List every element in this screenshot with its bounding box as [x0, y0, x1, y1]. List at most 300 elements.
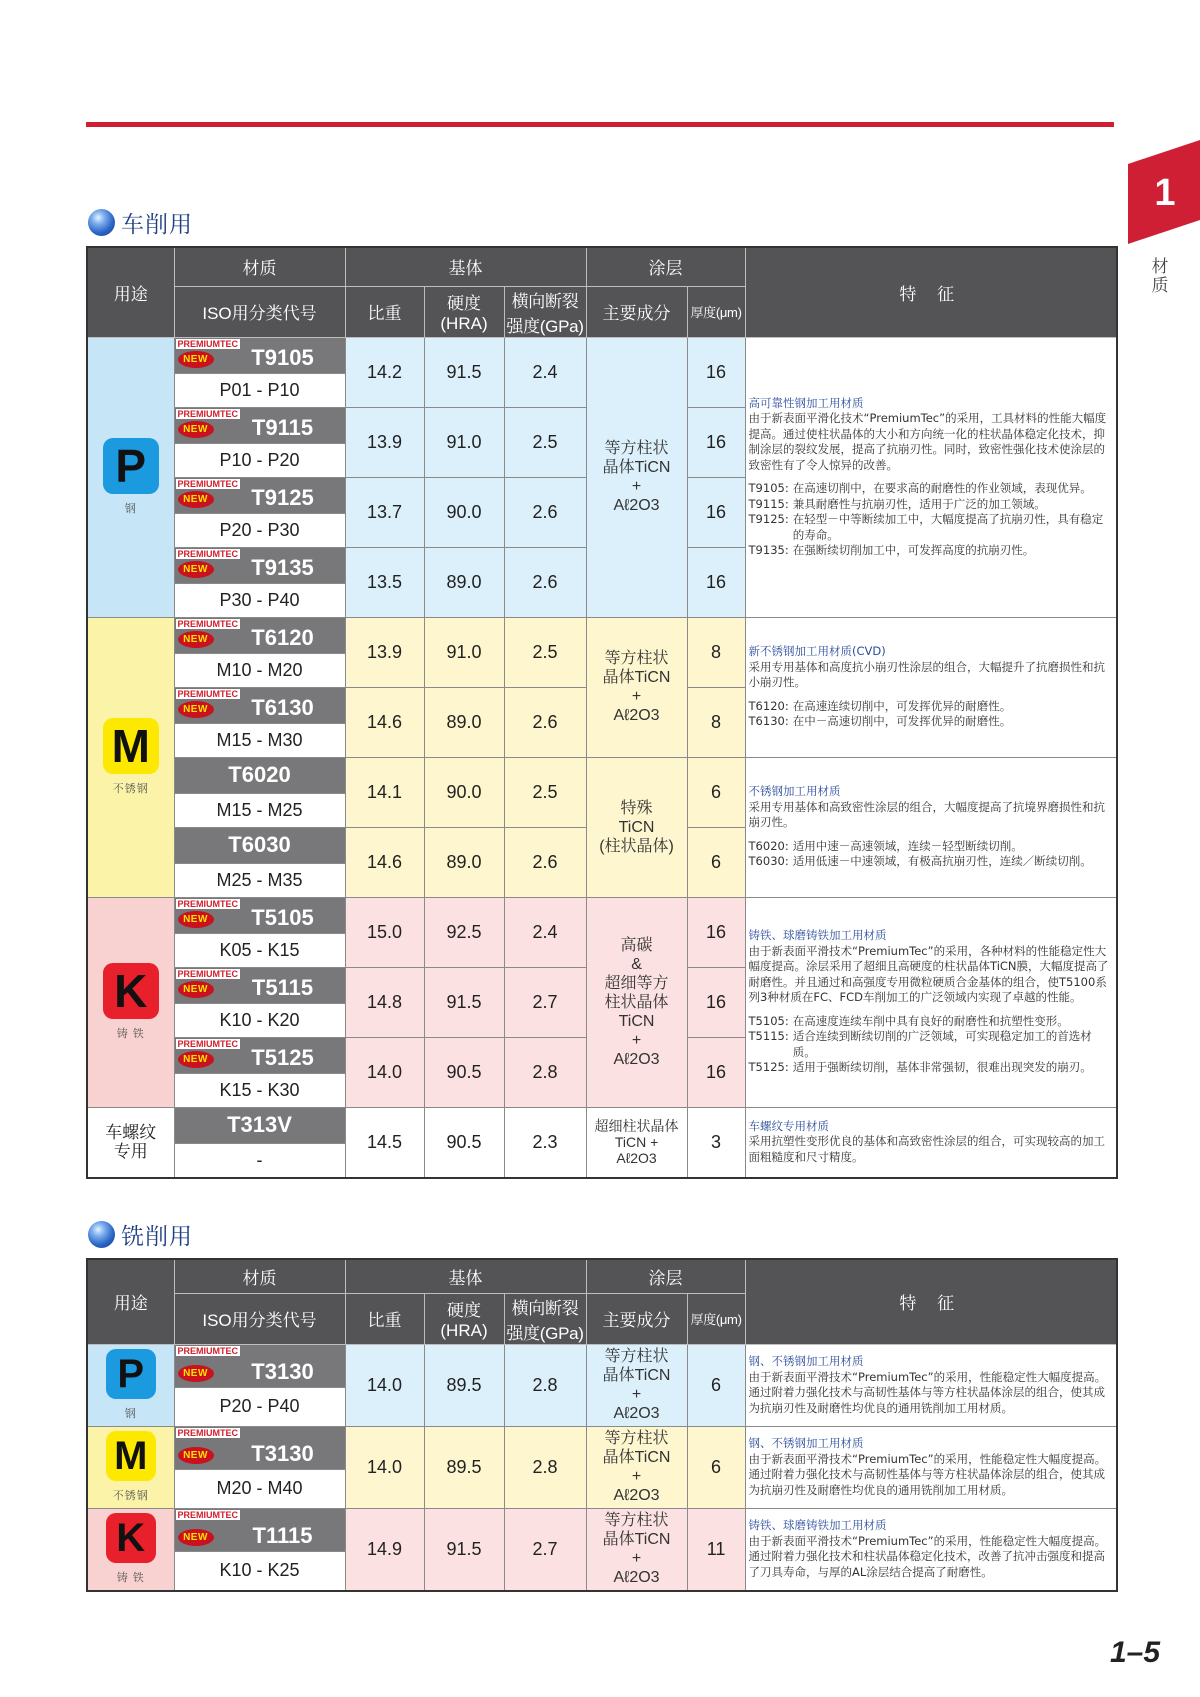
header-hardness: 硬度(HRA) — [424, 286, 504, 337]
new-badge-icon: NEW — [178, 1365, 214, 1382]
coating-composition — [586, 757, 687, 897]
features-cell — [745, 757, 1117, 897]
feature-note — [749, 714, 1113, 730]
feature-heading: 车螺纹专用材质 — [748, 1118, 830, 1133]
feature-note — [749, 1029, 1113, 1060]
page-number: 1–5 — [1110, 1636, 1161, 1669]
usage-cell-P — [87, 1344, 174, 1426]
usage-label: 钢 — [124, 1408, 137, 1420]
iso-range: M15 - M25 — [175, 794, 345, 827]
feature-body: 采用专用基体和高度抗小崩刃性涂层的组合，大幅提升了抗磨损性和抗小崩刃性。 — [748, 659, 1106, 690]
features-cell — [745, 337, 1117, 617]
table-row — [87, 1344, 1117, 1387]
hardness-value: 90.0 — [424, 477, 504, 547]
grade-name-cell — [174, 547, 345, 583]
text-line: 等方柱状 — [604, 1430, 669, 1447]
trs-value: 2.8 — [504, 1426, 586, 1508]
header-substrate: 基体 — [345, 1259, 586, 1293]
note-text: 适用低速－中速领域，有极高抗崩刃性，连续／断续切削。 — [792, 854, 1092, 869]
text-line: 等方柱状 — [604, 1348, 669, 1365]
chapter-number: 1 — [1154, 172, 1176, 214]
header-coating: 涂层 — [586, 1259, 745, 1293]
hardness-value: 89.5 — [424, 1426, 504, 1508]
iso-P-badge-icon: P — [103, 438, 159, 494]
note-text: 在中－高速切削中，可发挥优异的耐磨性。 — [792, 714, 1012, 729]
turning-table — [86, 246, 1118, 1179]
trs-value: 2.8 — [504, 1344, 586, 1426]
iso-range-cell — [174, 1143, 345, 1178]
grade-name-cell — [174, 757, 345, 793]
note-grade: T9115: — [748, 496, 789, 511]
text-line: + — [631, 1031, 642, 1049]
usage-label — [88, 1123, 174, 1161]
grade-code: T1115 — [252, 1522, 313, 1548]
text-line: Aℓ2O3 — [613, 1487, 660, 1504]
grade-name-cell — [174, 477, 345, 513]
density-value: 14.6 — [345, 827, 424, 897]
grade-code: T9115 — [251, 414, 314, 440]
text-line: 超细柱状晶体 — [594, 1118, 679, 1134]
thickness-value: 16 — [687, 547, 745, 617]
header-features: 特 征 — [745, 247, 1117, 337]
feature-note — [749, 854, 1113, 870]
trs-value: 2.5 — [504, 617, 586, 687]
feature-body: 采用专用基体和高致密性涂层的组合，大幅度提高了抗境界磨损性和抗崩刃性。 — [748, 799, 1106, 830]
iso-range-cell — [174, 513, 345, 547]
trs-value: 2.7 — [504, 1508, 586, 1591]
premiumtec-logo-icon: PREMIUMTEC — [177, 1038, 238, 1049]
trs-value: 2.6 — [504, 687, 586, 757]
grade-name-cell — [174, 1426, 345, 1469]
iso-range: K05 - K15 — [175, 934, 345, 967]
feature-heading: 钢、不锈钢加工用材质 — [748, 1436, 864, 1450]
density-value: 14.1 — [345, 757, 424, 827]
header-material: 材质 — [174, 1259, 345, 1293]
note-text: 适用于强断续切削，基体非常强韧，很难出现突发的崩刃。 — [792, 1060, 1092, 1075]
features-cell — [745, 1344, 1117, 1426]
feature-heading: 高可靠性钢加工用材质 — [748, 395, 864, 410]
text-line: Aℓ2O3 — [613, 497, 660, 514]
thickness-value: 16 — [687, 967, 745, 1037]
trs-value: 2.4 — [504, 897, 586, 967]
header-trs: 横向断裂强度(GPa) — [504, 1293, 586, 1344]
feature-body: 由于新表面平滑技术“PremiumTec”的采用，各种材料的性能稳定性大幅度提高。涂层采用了超细且高硬度的柱状晶体TiCN膜，大幅度提高了耐磨性。并且通过和高强度专用微粒硬质合金基体的组合，使T5100系列3种材质在FC、FCD车削加工的广泛领域内实现了卓越的性能。 — [748, 943, 1109, 1005]
coating-composition — [586, 1426, 687, 1508]
note-grade: T5115: — [748, 1029, 789, 1044]
text-line: 晶体TiCN — [602, 459, 671, 476]
premiumtec-logo-icon: PREMIUMTEC — [177, 548, 238, 559]
usage-label: 铸 铁 — [116, 1572, 145, 1584]
trs-value: 2.3 — [504, 1107, 586, 1178]
header-density: 比重 — [345, 1293, 424, 1344]
grade-code: T3130 — [251, 1440, 314, 1466]
section-title-turning — [88, 206, 193, 239]
hardness-value: 90.5 — [424, 1107, 504, 1178]
features-cell — [745, 897, 1117, 1107]
density-value: 13.7 — [345, 477, 424, 547]
density-value: 14.2 — [345, 337, 424, 407]
text-line: + — [631, 1468, 642, 1485]
trs-value: 2.5 — [504, 407, 586, 477]
text-line: + — [631, 1386, 642, 1403]
usage-cell-T — [87, 1107, 174, 1178]
trs-value: 2.8 — [504, 1037, 586, 1107]
hardness-value: 89.0 — [424, 547, 504, 617]
text-line: 专用 — [113, 1142, 148, 1161]
header-material: 材质 — [174, 247, 345, 286]
feature-heading: 铸铁、球磨铸铁加工用材质 — [748, 928, 887, 943]
usage-cell-P — [87, 337, 174, 617]
note-grade: T6120: — [748, 698, 789, 713]
grade-name-cell — [174, 1508, 345, 1551]
text-line: 晶体TiCN — [602, 1367, 671, 1384]
trs-value: 2.6 — [504, 547, 586, 617]
thickness-value: 16 — [687, 337, 745, 407]
new-badge-icon: NEW — [178, 701, 214, 718]
feature-note — [749, 1014, 1113, 1030]
density-value: 13.9 — [345, 407, 424, 477]
feature-body: 由于新表面平滑技术“PremiumTec”的采用，性能稳定性大幅度提高。通过附着力强化技术与高韧性基体与等方柱状晶体涂层的组合，使其成为抗崩刃性及耐磨性均优良的通用铣削加工用材质。 — [748, 1369, 1107, 1415]
new-badge-icon: NEW — [178, 561, 214, 578]
note-text: 在高速连续切削中，可发挥优异的耐磨性。 — [792, 698, 1012, 713]
grade-code: T3130 — [251, 1358, 314, 1384]
table-row — [87, 1508, 1117, 1551]
features-cell — [745, 1508, 1117, 1591]
text-line: 车螺纹 — [105, 1123, 157, 1142]
feature-note — [749, 512, 1113, 543]
iso-range-cell — [174, 1551, 345, 1591]
text-line: Aℓ2O3 — [613, 1405, 660, 1422]
grade-name-cell — [174, 1037, 345, 1073]
thickness-value: 6 — [687, 757, 745, 827]
note-text: 在强断续切削加工中，可发挥高度的抗崩刃性。 — [792, 543, 1035, 557]
header-thickness: 厚度(μm) — [687, 1293, 745, 1344]
hardness-value: 91.0 — [424, 617, 504, 687]
grade-code: T6030 — [175, 828, 345, 863]
header-iso: ISO用分类代号 — [174, 1293, 345, 1344]
premiumtec-logo-icon: PREMIUMTEC — [177, 408, 238, 419]
coating-composition — [586, 897, 687, 1107]
feature-note — [749, 497, 1113, 513]
text-line: 等方柱状 — [604, 1512, 669, 1529]
premiumtec-logo-icon: PREMIUMTEC — [177, 1509, 238, 1520]
header-hardness: 硬度(HRA) — [424, 1293, 504, 1344]
table-row — [87, 757, 1117, 793]
text-line: 晶体TiCN — [602, 1531, 671, 1548]
hardness-value: 90.0 — [424, 757, 504, 827]
iso-range-cell — [174, 1387, 345, 1426]
thickness-value: 6 — [687, 827, 745, 897]
text-line: Aℓ2O3 — [613, 1050, 660, 1068]
iso-range: P10 - P20 — [175, 444, 345, 477]
text-line: + — [631, 478, 642, 495]
new-badge-icon: NEW — [178, 1051, 214, 1068]
note-grade: T6030: — [748, 854, 789, 869]
note-grade: T6020: — [748, 838, 789, 853]
usage-cell-M — [87, 617, 174, 897]
trs-value: 2.6 — [504, 477, 586, 547]
grade-code: T5105 — [251, 904, 314, 930]
premiumtec-logo-icon: PREMIUMTEC — [177, 338, 238, 349]
new-badge-icon: NEW — [178, 1447, 214, 1464]
hardness-value: 90.5 — [424, 1037, 504, 1107]
header-usage: 用途 — [87, 1259, 174, 1344]
coating-composition — [586, 617, 687, 757]
iso-range-cell — [174, 1469, 345, 1508]
feature-heading: 新不锈钢加工用材质(CVD) — [748, 644, 886, 659]
text-line: 特殊 — [620, 799, 653, 817]
premiumtec-logo-icon: PREMIUMTEC — [177, 688, 238, 699]
text-line: 等方柱状 — [604, 440, 669, 457]
grade-name-cell — [174, 337, 345, 373]
grade-name-cell — [174, 687, 345, 723]
iso-range: M15 - M30 — [175, 724, 345, 757]
table-row — [87, 1107, 1117, 1143]
iso-range: P30 - P40 — [175, 584, 345, 617]
header-composition: 主要成分 — [586, 286, 687, 337]
new-badge-icon: NEW — [178, 911, 214, 928]
feature-note — [749, 543, 1113, 559]
grade-code: T6130 — [251, 694, 314, 720]
iso-range-cell — [174, 1003, 345, 1037]
note-text: 在高速度连续车削中具有良好的耐磨性和抗塑性变形。 — [792, 1013, 1069, 1028]
header-trs: 横向断裂强度(GPa) — [504, 286, 586, 337]
iso-range-cell — [174, 863, 345, 897]
note-grade: T9105: — [748, 481, 789, 495]
feature-body: 由于新表面平滑化技术“PremiumTec”的采用，工具材料的性能大幅度提高。通过使柱状晶体的大小和方向统一化的柱状晶体稳定化技术，抑制涂层的裂纹发展，提高了抗崩刃性。同时，致密性强化技术使涂层的致密性有了令人惊异的改善。 — [748, 411, 1107, 472]
text-line: TiCN — [618, 818, 655, 836]
table-row — [87, 1426, 1117, 1469]
new-badge-icon: NEW — [178, 1529, 214, 1546]
thickness-value: 8 — [687, 687, 745, 757]
section-title-text: 车削用 — [121, 212, 193, 238]
trs-value: 2.4 — [504, 337, 586, 407]
thickness-value: 16 — [687, 477, 745, 547]
note-grade: T5125: — [748, 1060, 789, 1075]
feature-note — [749, 839, 1113, 855]
header-coating: 涂层 — [586, 247, 745, 286]
iso-range-cell — [174, 793, 345, 827]
thickness-value: 11 — [687, 1508, 745, 1591]
grade-code: T6020 — [175, 758, 345, 793]
iso-range-cell — [174, 933, 345, 967]
iso-K-badge-icon: K — [103, 963, 159, 1019]
thickness-value: 16 — [687, 1037, 745, 1107]
new-badge-icon: NEW — [178, 351, 214, 368]
iso-range: M25 - M35 — [175, 864, 345, 897]
feature-body: 采用抗塑性变形优良的基体和高致密性涂层的组合，可实现较高的加工面粗糙度和尺寸精度。 — [748, 1134, 1106, 1164]
grade-code: T6120 — [251, 624, 314, 650]
grade-name-cell — [174, 827, 345, 863]
chapter-label: 材质 — [1151, 257, 1169, 296]
note-text: 在轻型－中等断续加工中，大幅度提高了抗崩刃性，具有稳定的寿命。 — [792, 512, 1104, 542]
density-value: 14.9 — [345, 1508, 424, 1591]
text-line: Aℓ2O3 — [613, 707, 660, 724]
text-line: TiCN — [618, 1012, 655, 1030]
table-row — [87, 337, 1117, 373]
iso-range-cell — [174, 653, 345, 687]
iso-M-badge-icon: M — [106, 1431, 156, 1481]
iso-range-cell — [174, 1073, 345, 1107]
hardness-value: 91.5 — [424, 337, 504, 407]
bullet-sphere-icon — [88, 209, 115, 236]
grade-name-cell — [174, 967, 345, 1003]
iso-range: K15 - K30 — [175, 1074, 345, 1107]
features-cell — [745, 1107, 1117, 1178]
usage-label: 不锈钢 — [112, 783, 149, 795]
header-substrate: 基体 — [345, 247, 586, 286]
usage-label: 钢 — [124, 503, 137, 515]
density-value: 13.5 — [345, 547, 424, 617]
new-badge-icon: NEW — [178, 491, 214, 508]
iso-range: K10 - K25 — [175, 1552, 345, 1590]
premiumtec-logo-icon: PREMIUMTEC — [177, 968, 238, 979]
trs-value: 2.7 — [504, 967, 586, 1037]
grade-name-cell — [174, 1107, 345, 1143]
density-value: 13.9 — [345, 617, 424, 687]
density-value: 14.5 — [345, 1107, 424, 1178]
grade-code: T313V — [175, 1108, 345, 1143]
text-line: 超细等方 — [604, 974, 669, 992]
grade-code: T9105 — [251, 344, 314, 370]
text-line: 柱状晶体 — [604, 993, 669, 1011]
iso-range: - — [175, 1144, 345, 1177]
header-composition: 主要成分 — [586, 1293, 687, 1344]
note-grade: T6130: — [748, 714, 789, 729]
usage-cell-K — [87, 1508, 174, 1591]
premiumtec-logo-icon: PREMIUMTEC — [177, 898, 238, 909]
grade-code: T5115 — [251, 974, 314, 1000]
note-text: 适合连续到断续切削的广泛领域，可实现稳定加工的首选材质。 — [792, 1029, 1092, 1059]
iso-P-badge-icon: P — [106, 1349, 156, 1399]
thickness-value: 3 — [687, 1107, 745, 1178]
iso-M-badge-icon: M — [103, 718, 159, 774]
hardness-value: 89.5 — [424, 1344, 504, 1426]
grade-name-cell — [174, 1344, 345, 1387]
thickness-value: 16 — [687, 407, 745, 477]
iso-range: M20 - M40 — [175, 1470, 345, 1508]
grade-name-cell — [174, 617, 345, 653]
text-line: 高碳 — [620, 936, 653, 954]
feature-heading: 铸铁、球磨铸铁加工用材质 — [748, 1518, 887, 1532]
thickness-value: 8 — [687, 617, 745, 687]
new-badge-icon: NEW — [178, 631, 214, 648]
density-value: 15.0 — [345, 897, 424, 967]
new-badge-icon: NEW — [178, 981, 214, 998]
note-grade: T5105: — [748, 1013, 789, 1028]
note-text: 适用中速－高速领域，连续－轻型断续切削。 — [792, 838, 1023, 853]
table-row — [87, 897, 1117, 933]
density-value: 14.0 — [345, 1037, 424, 1107]
coating-composition — [586, 337, 687, 617]
usage-label: 铸 铁 — [116, 1028, 145, 1040]
iso-range: M10 - M20 — [175, 654, 345, 687]
iso-range-cell — [174, 443, 345, 477]
feature-heading: 不锈钢加工用材质 — [748, 784, 841, 799]
grade-code: T9125 — [251, 484, 314, 510]
note-text: 在高速切削中，在要求高的耐磨性的作业领域，表现优异。 — [792, 481, 1092, 495]
iso-range-cell — [174, 373, 345, 407]
thickness-value: 6 — [687, 1426, 745, 1508]
premiumtec-logo-icon: PREMIUMTEC — [177, 618, 238, 629]
text-line: Aℓ2O3 — [613, 1569, 660, 1586]
density-value: 14.0 — [345, 1344, 424, 1426]
text-line: 晶体TiCN — [602, 1449, 671, 1466]
trs-value: 2.5 — [504, 757, 586, 827]
density-value: 14.8 — [345, 967, 424, 1037]
text-line: & — [631, 955, 642, 973]
premiumtec-logo-icon: PREMIUMTEC — [177, 478, 238, 489]
note-grade: T9125: — [748, 512, 789, 526]
note-text: 兼具耐磨性与抗崩刃性，适用于广泛的加工领域。 — [792, 496, 1046, 511]
feature-note — [749, 481, 1113, 497]
header-features: 特 征 — [745, 1259, 1117, 1344]
section-title-milling — [88, 1218, 193, 1251]
section-title-text: 铣削用 — [121, 1224, 193, 1250]
milling-table — [86, 1258, 1118, 1592]
bullet-sphere-icon — [88, 1221, 115, 1248]
text-line: TiCN + — [614, 1134, 659, 1150]
iso-range: P01 - P10 — [175, 374, 345, 407]
hardness-value: 89.0 — [424, 827, 504, 897]
coating-composition — [586, 1107, 687, 1178]
thickness-value: 6 — [687, 1344, 745, 1426]
header-iso: ISO用分类代号 — [174, 286, 345, 337]
density-value: 14.0 — [345, 1426, 424, 1508]
iso-range-cell — [174, 583, 345, 617]
usage-cell-M — [87, 1426, 174, 1508]
features-cell — [745, 617, 1117, 757]
note-grade: T9135: — [748, 543, 789, 557]
hardness-value: 92.5 — [424, 897, 504, 967]
grade-name-cell — [174, 407, 345, 443]
feature-heading: 钢、不锈钢加工用材质 — [748, 1354, 864, 1368]
table-row — [87, 617, 1117, 653]
features-cell — [745, 1426, 1117, 1508]
usage-cell-K — [87, 897, 174, 1107]
hardness-value: 89.0 — [424, 687, 504, 757]
top-rule — [86, 122, 1114, 127]
iso-range-cell — [174, 723, 345, 757]
iso-range: K10 - K20 — [175, 1004, 345, 1037]
text-line: + — [631, 1550, 642, 1567]
new-badge-icon: NEW — [178, 421, 214, 438]
trs-value: 2.6 — [504, 827, 586, 897]
iso-K-badge-icon: K — [106, 1513, 156, 1563]
hardness-value: 91.5 — [424, 967, 504, 1037]
hardness-value: 91.5 — [424, 1508, 504, 1591]
feature-note — [749, 1060, 1113, 1076]
text-line: + — [631, 688, 642, 705]
iso-range: P20 - P30 — [175, 514, 345, 547]
thickness-value: 16 — [687, 897, 745, 967]
text-line: Aℓ2O3 — [616, 1150, 657, 1166]
feature-note — [749, 699, 1113, 715]
grade-code: T9135 — [251, 554, 314, 580]
text-line: 等方柱状 — [604, 650, 669, 667]
coating-composition — [586, 1344, 687, 1426]
grade-name-cell — [174, 897, 345, 933]
feature-body: 由于新表面平滑技术“PremiumTec”的采用，性能稳定性大幅度提高。通过附着力强化技术和柱状晶体稳定化技术，改善了抗冲击强度和提高了刀具寿命，与厚的AL涂层结合提高了耐磨性。 — [748, 1533, 1107, 1579]
grade-code: T5125 — [251, 1044, 314, 1070]
premiumtec-logo-icon: PREMIUMTEC — [177, 1345, 238, 1356]
text-line: (柱状晶体) — [599, 837, 674, 855]
usage-label: 不锈钢 — [112, 1490, 149, 1502]
text-line: 晶体TiCN — [602, 669, 671, 686]
hardness-value: 91.0 — [424, 407, 504, 477]
header-usage: 用途 — [87, 247, 174, 337]
header-density: 比重 — [345, 286, 424, 337]
